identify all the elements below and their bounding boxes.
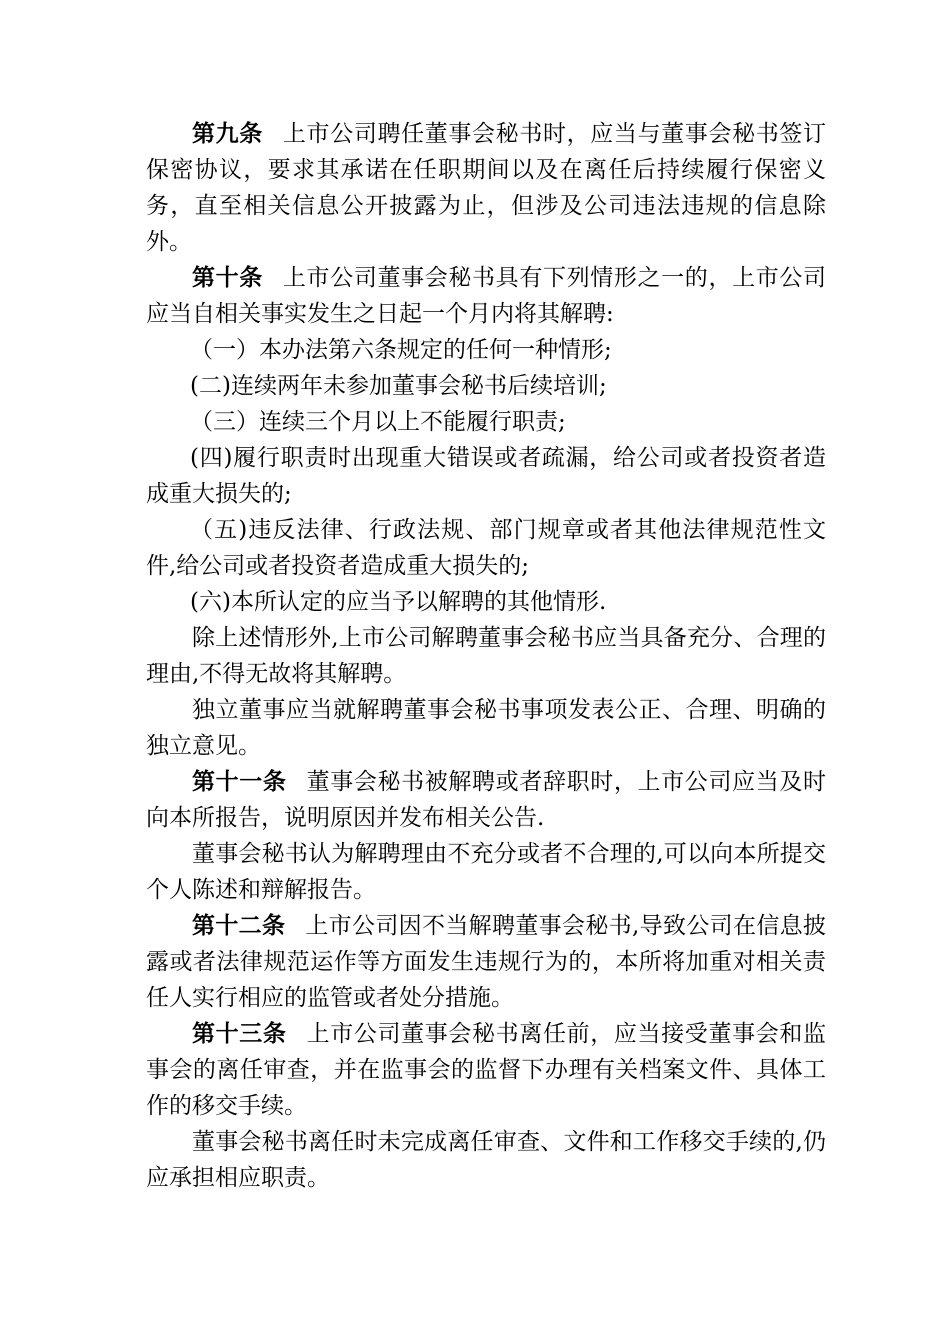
list-item — [146, 404, 826, 440]
article-number: 第十三条 — [192, 1020, 287, 1047]
article-13 — [146, 1016, 826, 1124]
list-item — [146, 440, 826, 512]
list-item — [146, 512, 826, 584]
paragraph-text: 除上述情形外,上市公司解聘董事会秘书应当具备充分、合理的理由,不得无故将其解聘。 — [146, 625, 826, 687]
article-text: 董事会秘书被解聘或者辞职时，上市公司应当及时向本所报告，说明原因并发布相关公告. — [146, 769, 827, 831]
body-paragraph — [146, 1124, 826, 1196]
list-item — [146, 332, 826, 368]
article-11 — [146, 764, 826, 836]
list-item-text: （三）连续三个月以上不能履行职责; — [190, 409, 566, 435]
paragraph-text: 董事会秘书认为解聘理由不充分或者不合理的,可以向本所提交个人陈述和辩解报告。 — [146, 841, 826, 903]
paragraph-text: 董事会秘书离任时未完成离任审查、文件和工作移交手续的,仍应承担相应职责。 — [146, 1129, 826, 1191]
list-item-text: （一）本办法第六条规定的任何一种情形; — [190, 337, 612, 363]
body-paragraph — [146, 692, 826, 764]
list-item — [146, 368, 826, 404]
body-paragraph — [146, 620, 826, 692]
article-text: 上市公司董事会秘书离任前，应当接受董事会和监事会的离任审查，并在监事会的监督下办理有关档案文件、具体工作的移交手续。 — [146, 1021, 827, 1119]
article-9 — [146, 116, 826, 260]
paragraph-text: 独立董事应当就解聘董事会秘书事项发表公正、合理、明确的独立意见。 — [146, 697, 826, 759]
list-item-text: （五)违反法律、行政法规、部门规章或者其他法律规范性文件,给公司或者投资者造成重大损失的; — [146, 517, 826, 579]
article-text: 上市公司聘任董事会秘书时，应当与董事会秘书签订保密协议，要求其承诺在任职期间以及在离任后持续履行保密义务，直至相关信息公开披露为止，但涉及公司违法违规的信息除外。 — [146, 121, 827, 255]
article-text: 上市公司因不当解聘董事会秘书,导致公司在信息披露或者法律规范运作等方面发生违规行为的，本所将加重对相关责任人实行相应的监管或者处分措施。 — [146, 913, 827, 1011]
list-item-text: (二)连续两年未参加董事会秘书后续培训; — [190, 373, 607, 399]
document-page — [146, 116, 826, 1196]
list-item-text: (六)本所认定的应当予以解聘的其他情形. — [190, 589, 607, 615]
article-text: 上市公司董事会秘书具有下列情形之一的，上市公司应当自相关事实发生之日起一个月内将其解聘: — [146, 265, 827, 327]
article-12 — [146, 908, 826, 1016]
list-item-text: (四)履行职责时出现重大错误或者疏漏，给公司或者投资者造成重大损失的; — [146, 445, 826, 507]
article-number: 第十条 — [192, 264, 263, 291]
article-10 — [146, 260, 826, 332]
article-number: 第九条 — [192, 120, 263, 147]
body-paragraph — [146, 836, 826, 908]
article-number: 第十一条 — [192, 768, 287, 795]
article-number: 第十二条 — [192, 912, 286, 939]
list-item — [146, 584, 826, 620]
